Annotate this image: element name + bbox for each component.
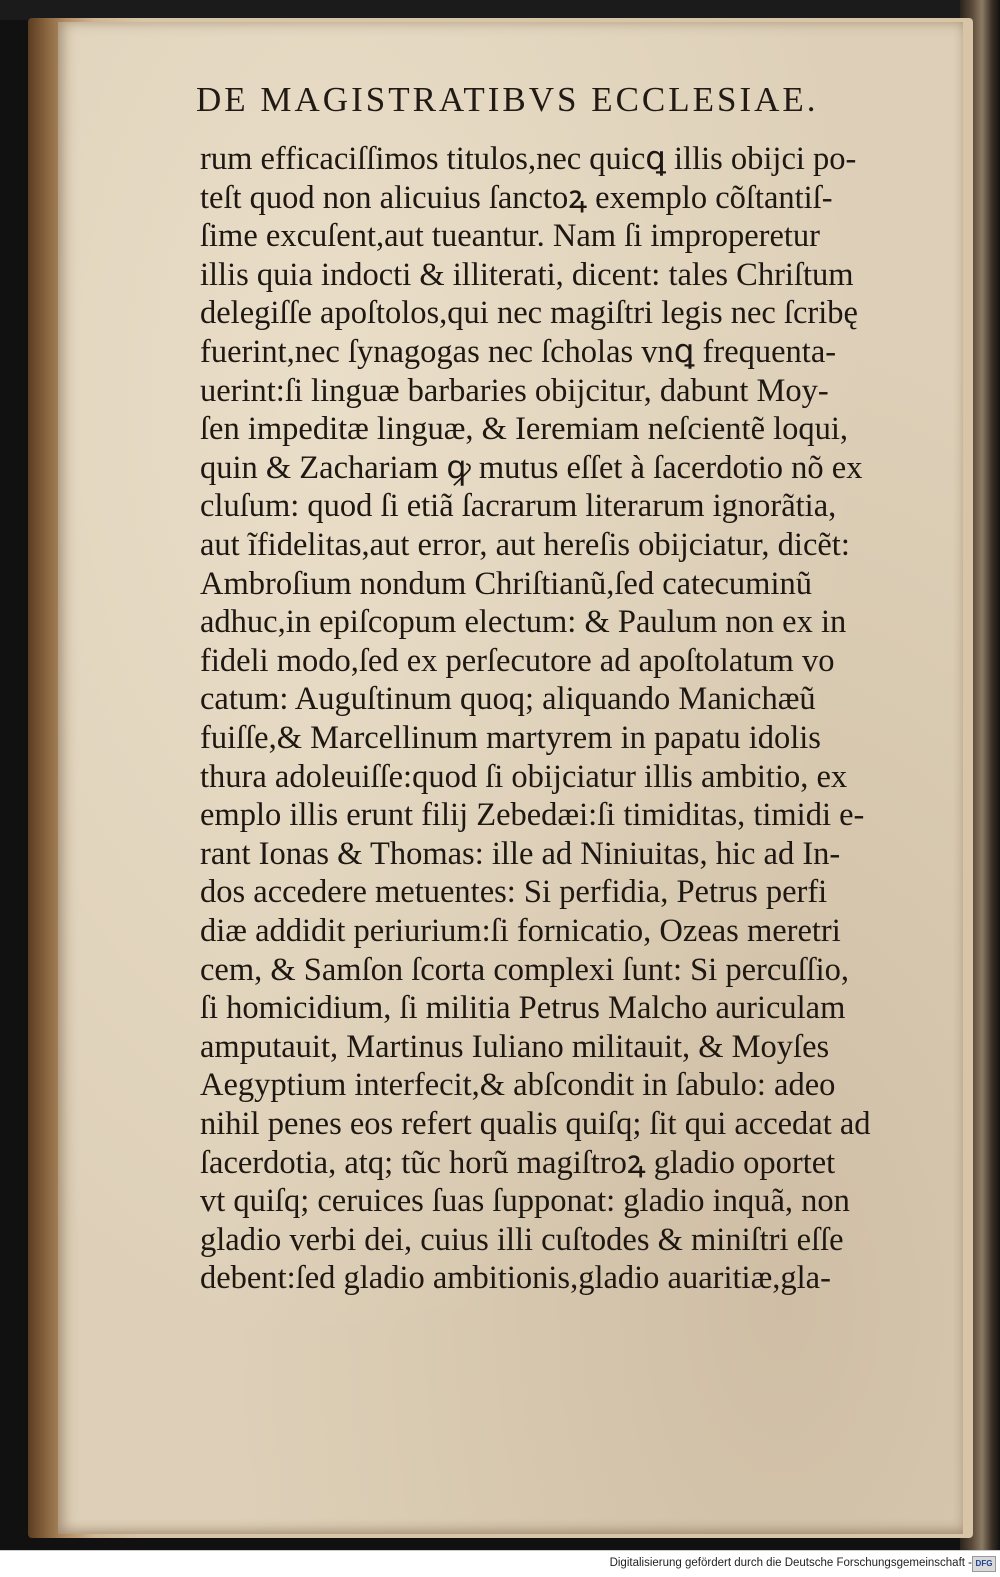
text-line: amputauit, Martinus Iuliano militauit, & Moyſes: [200, 1028, 830, 1065]
text-line: uerint:ſi linguæ barbaries obijcitur, dabunt Moy-: [200, 372, 829, 409]
text-line: fideli modo,ſed ex perſecutore ad apoſtolatum vo: [200, 642, 835, 679]
text-line: illis quia indocti & illiterati, dicent: tales Chriſtum: [200, 256, 854, 293]
text-line: dos accedere metuentes: Si perfidia, Petrus perfi: [200, 874, 828, 911]
running-title: DE MAGISTRATIBVS ECCLESIAE.: [196, 80, 819, 119]
digitization-footer: [0, 1550, 1000, 1577]
text-line: rant Ionas & Thomas: ille ad Niniuitas, hic ad In-: [200, 835, 841, 872]
text-line: nihil penes eos refert qualis quiſq; ſit qui accedat ad: [200, 1106, 871, 1142]
dfg-logo-icon: DFG: [972, 1556, 996, 1572]
text-line: cluſum: quod ſi etiã ſacrarum literarum ignorãtia,: [200, 488, 837, 525]
text-line: adhuc,in epiſcopum electum: & Paulum non ex in: [200, 604, 847, 641]
text-line: teſt quod non alicuius ſanctoꝝ exemplo cõſtantiſ-: [200, 179, 833, 216]
text-line: gladio verbi dei, cuius illi cuſtodes & miniſtri eſſe: [200, 1221, 844, 1258]
text-line: Aegyptium interfecit,& abſcondit in ſabulo: adeo: [200, 1067, 836, 1104]
text-line: ſacerdotia, atq; tũc horũ magiſtroꝝ gladio oportet: [200, 1144, 836, 1181]
text-line: Ambroſium nondum Chriſtianũ,ſed catecuminũ: [200, 565, 812, 602]
text-line: vt quiſq; ceruices ſuas ſupponat: gladio inquã, non: [200, 1183, 850, 1220]
text-line: emplo illis erunt filij Zebedæi:ſi timiditas, timidi e-: [200, 797, 865, 834]
text-line: debent:ſed gladio ambitionis,gladio auaritiæ,gla-: [200, 1260, 831, 1297]
funding-notice: Digitalisierung gefördert durch die Deutsche Forschungsgemeinschaft -: [609, 1557, 972, 1569]
text-line: fuerint,nec ſynagogas nec ſcholas vnꝗ frequenta-: [200, 334, 837, 370]
text-line: catum: Auguſtinum quoq; aliquando Manichæũ: [200, 681, 816, 718]
text-line: ſen impeditæ linguæ, & Ieremiam neſcientẽ loqui,: [200, 411, 849, 448]
text-line: thura adoleuiſſe:quod ſi obijciatur illis ambitio, ex: [200, 758, 848, 795]
text-line: aut ĩfidelitas,aut error, aut hereſis obijciatur, dicẽt:: [200, 527, 850, 563]
scan-background-top: [0, 0, 1000, 20]
text-line: ſi homicidium, ſi militia Petrus Malcho auriculam: [200, 990, 846, 1027]
text-line: quin & Zachariam ꝙ mutus eſſet à ſacerdotio nõ ex: [200, 449, 863, 486]
text-line: cem, & Samſon ſcorta complexi ſunt: Si percuſſio,: [200, 951, 849, 988]
text-line: delegiſſe apoſtolos,qui nec magiſtri legis nec ſcribę: [200, 295, 858, 332]
text-line: rum efficaciſſimos titulos,nec quicꝗ illis obijci po-: [200, 141, 857, 177]
text-line: diæ addidit periurium:ſi fornicatio, Ozeas meretri: [200, 913, 841, 949]
text-line: fuiſſe,& Marcellinum martyrem in papatu idolis: [200, 720, 821, 756]
text-line: ſime excuſent,aut tueantur. Nam ſi improperetur: [200, 218, 821, 255]
